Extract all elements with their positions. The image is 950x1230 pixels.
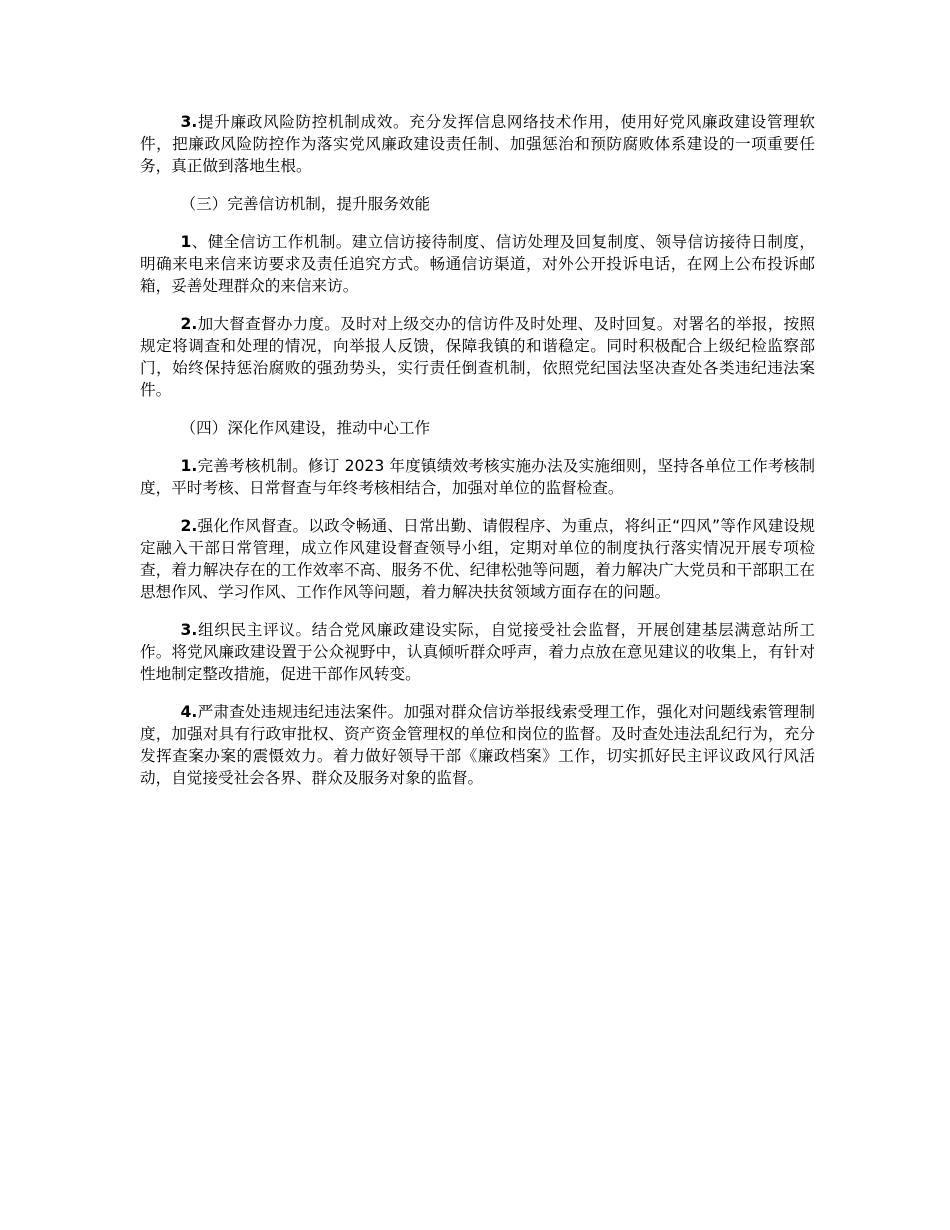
heading-text: （四）深化作风建设，推动中心工作 [180, 419, 431, 437]
item-number: 4. [180, 703, 198, 721]
section-heading-work-style [140, 417, 815, 439]
paragraph-style-inspection [140, 515, 815, 603]
paragraph-text: 提升廉政风险防控机制成效。充分发挥信息网络技术作用，使用好党风廉政建设管理软件，把廉政风险防控作为落实党风廉政建设责任制、加强惩治和预防腐败体系建设的一项重要任务，真正做到落地生根。 [140, 113, 815, 175]
paragraph-risk-control [140, 111, 815, 177]
item-number: 2. [180, 517, 198, 535]
paragraph-supervision [140, 313, 815, 401]
item-number: 3. [180, 621, 198, 639]
paragraph-text: 严肃查处违规违纪违法案件。加强对群众信访举报线索受理工作，强化对问题线索管理制度，加强对具有行政审批权、资产资金管理权的单位和岗位的监督。及时查处违法乱纪行为，充分发挥查案办案的震慑效力。着力做好领导干部《廉政档案》工作，切实抓好民主评议政风行风活动，自觉接受社会各界、群众及服务对象的监督。 [140, 703, 815, 787]
paragraph-democratic-review [140, 619, 815, 685]
paragraph-assessment [140, 455, 815, 499]
paragraph-text: 组织民主评议。结合党风廉政建设实际，自觉接受社会监督，开展创建基层满意站所工作。将党风廉政建设置于公众视野中，认真倾听群众呼声，着力点放在意见建议的收集上，有针对性地制定整改措施，促进干部作风转变。 [140, 621, 815, 683]
paragraph-case-handling [140, 701, 815, 789]
paragraph-petition-mechanism [140, 231, 815, 297]
paragraph-text: 、健全信访工作机制。建立信访接待制度、信访处理及回复制度、领导信访接待日制度，明确来电来信来访要求及责任追究方式。畅通信访渠道，对外公开投诉电话，在网上公布投诉邮箱，妥善处理群众的来信来访。 [140, 233, 815, 295]
item-number: 3. [180, 113, 198, 131]
paragraph-text: 加大督查督办力度。及时对上级交办的信访件及时处理、及时回复。对署名的举报，按照规定将调查和处理的情况，向举报人反馈，保障我镇的和谐稳定。同时积极配合上级纪检监察部门，始终保持惩治腐败的强劲势头，实行责任倒查机制，依照党纪国法坚决查处各类违纪违法案件。 [140, 315, 815, 399]
paragraph-text: 完善考核机制。修订 2023 年度镇绩效考核实施办法及实施细则，坚持各单位工作考核制度，平时考核、日常督查与年终考核相结合，加强对单位的监督检查。 [140, 457, 815, 497]
item-number: 1. [180, 457, 198, 475]
document-page [140, 111, 815, 805]
section-heading-petition [140, 193, 815, 215]
heading-text: （三）完善信访机制，提升服务效能 [180, 195, 431, 213]
item-number: 2. [180, 315, 198, 333]
paragraph-text: 强化作风督查。以政令畅通、日常出勤、请假程序、为重点，将纠正“四风”等作风建设规定融入干部日常管理，成立作风建设督查领导小组，定期对单位的制度执行落实情况开展专项检查，着力解决存在的工作效率不高、服务不优、纪律松弛等问题，着力解决广大党员和干部职工在思想作风、学习作风、工作作风等问题，着力解决扶贫领域方面存在的问题。 [140, 517, 815, 601]
item-number: 1 [180, 233, 192, 251]
